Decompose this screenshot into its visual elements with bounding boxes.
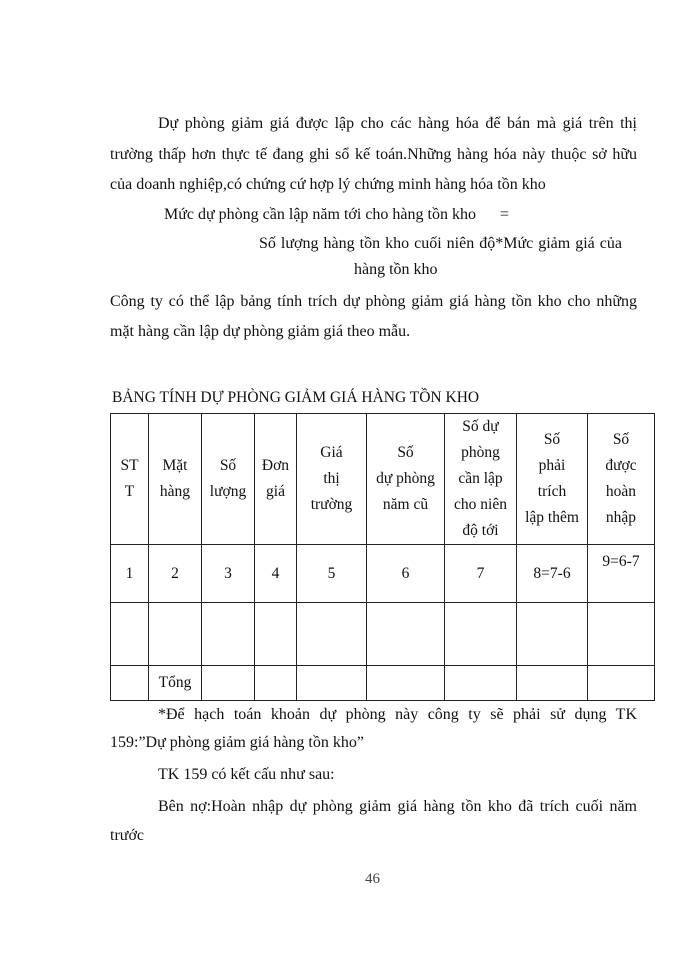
header-cell: Mặt hàng — [149, 414, 202, 545]
header-row — [111, 414, 655, 545]
header-cell: Số phải trích lập thêm — [517, 414, 588, 545]
number-cell: 3 — [202, 545, 255, 603]
empty-cell — [297, 666, 367, 701]
para1-line2: trường thấp hơn thực tế đang ghi sổ kế toán.Những hàng hóa này thuộc sở hữu — [110, 146, 637, 163]
formula-right-line2: hàng tồn kho — [354, 261, 438, 278]
header-cell: Số dự phòng năm cũ — [367, 414, 445, 545]
empty-cell — [149, 603, 202, 666]
header-cell: Số lượng — [202, 414, 255, 545]
number-cell: 9=6-7 — [588, 545, 655, 603]
empty-cell — [255, 603, 297, 666]
provision-table — [110, 413, 655, 701]
number-cell: 8=7-6 — [517, 545, 588, 603]
header-cell: Số được hoàn nhập — [588, 414, 655, 545]
empty-cell — [202, 603, 255, 666]
empty-cell — [588, 666, 655, 701]
empty-cell — [111, 603, 149, 666]
total-row — [111, 666, 655, 701]
formula-left: Mức dự phòng cần lập năm tới cho hàng tồn kho — [164, 206, 476, 223]
para4: TK 159 có kết cấu như sau: — [158, 766, 335, 783]
para2-line1: Công ty có thể lập bảng tính trích dự phòng giảm giá hàng tồn kho cho những — [110, 293, 637, 310]
para5-line1: Bên nợ:Hoàn nhập dự phòng giảm giá hàng tồn kho đã trích cuối năm — [158, 798, 637, 815]
empty-cell — [445, 603, 517, 666]
empty-cell — [297, 603, 367, 666]
para1-line3: của doanh nghiệp,có chứng cứ hợp lý chứng minh hàng hóa tồn kho — [110, 176, 546, 193]
number-cell: 7 — [445, 545, 517, 603]
empty-cell — [111, 666, 149, 701]
page-number: 46 — [365, 871, 380, 887]
number-cell: 5 — [297, 545, 367, 603]
formula-right-line1: Số lượng hàng tồn kho cuối niên độ*Mức giảm giá của — [259, 235, 622, 252]
empty-cell — [202, 666, 255, 701]
number-cell: 2 — [149, 545, 202, 603]
number-cell: 6 — [367, 545, 445, 603]
para3-line2: 159:”Dự phòng giảm giá hàng tồn kho” — [110, 734, 364, 751]
header-cell: Giá thị trường — [297, 414, 367, 545]
header-cell: ST T — [111, 414, 149, 545]
number-cell: 4 — [255, 545, 297, 603]
total-label: Tổng — [149, 666, 202, 701]
header-cell: Đơn giá — [255, 414, 297, 545]
number-cell: 1 — [111, 545, 149, 603]
empty-cell — [367, 603, 445, 666]
empty-cell — [517, 666, 588, 701]
formula-equals: = — [500, 206, 510, 223]
empty-cell — [588, 603, 655, 666]
para5-line2: trước — [110, 827, 145, 844]
empty-cell — [517, 603, 588, 666]
table-title: BẢNG TÍNH DỰ PHÒNG GIẢM GIÁ HÀNG TỒN KHO — [112, 389, 480, 406]
header-cell: Số dự phòng cần lập cho niên độ tới — [445, 414, 517, 545]
para3-line1: *Để hạch toán khoản dự phòng này công ty sẽ phải sử dụng TK — [158, 706, 637, 723]
empty-cell — [255, 666, 297, 701]
empty-cell — [367, 666, 445, 701]
column-number-row — [111, 545, 655, 603]
para1-line1: Dự phòng giảm giá được lập cho các hàng hóa để bán mà giá trên thị — [158, 115, 637, 132]
para2-line2: mặt hàng cần lập dự phòng giảm giá theo mẫu. — [110, 323, 411, 340]
empty-row — [111, 603, 655, 666]
empty-cell — [445, 666, 517, 701]
